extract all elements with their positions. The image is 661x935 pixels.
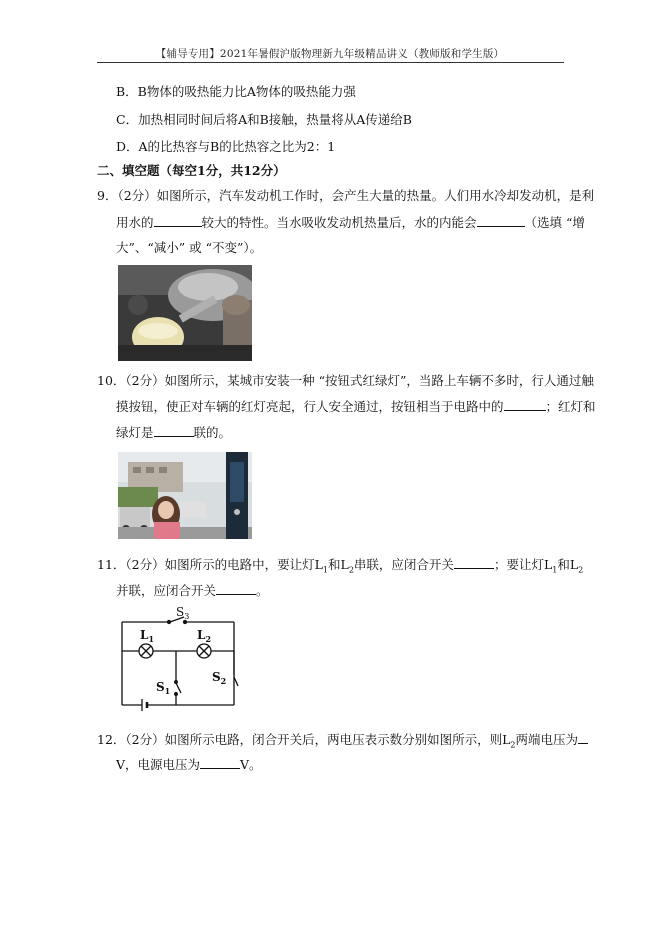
label-s1: $S_1$ xyxy=(156,680,171,696)
q12-text-b: 两端电压为 xyxy=(515,732,579,747)
q9-text-b: 较大的特性。当水吸收发动机热量后，水的内能会 xyxy=(201,215,477,230)
q10-text-d: 联的。 xyxy=(193,425,232,440)
q11-text-e: 和L xyxy=(557,557,579,572)
section-title: 二、填空题（每空1分，共12分） xyxy=(97,163,286,178)
header-divider xyxy=(97,62,564,63)
circuit-diagram xyxy=(112,605,244,717)
q11-sub-1: 1 xyxy=(322,565,329,575)
q11-sub-4: 2 xyxy=(578,565,584,575)
q9-line2 xyxy=(116,214,585,231)
q10-blank-1[interactable] xyxy=(504,398,546,411)
q10-line3 xyxy=(116,424,231,441)
q12-text-d: V。 xyxy=(240,757,262,772)
q12-blank-2[interactable] xyxy=(200,756,240,769)
q12-sub: 2 xyxy=(510,740,516,750)
q10-line1: 10．（2分）如图所示，某城市安装一种 “按钮式红绿灯”，当路上车辆不多时，行人通过触 xyxy=(97,373,594,388)
label-l2: $L_2$ xyxy=(197,628,212,644)
pedestrian-button-photo xyxy=(118,452,252,539)
q11-text-a: 11．（2分）如图所示的电路中，要让灯L xyxy=(97,557,323,572)
q10-text-c: 绿灯是 xyxy=(116,425,154,440)
q11-text-d: ；要让灯L xyxy=(493,557,553,572)
q9-text-a: 用水的 xyxy=(116,215,154,230)
q9-line1: 9．（2分）如图所示，汽车发动机工作时，会产生大量的热量。人们用水冷却发动机，是利 xyxy=(97,188,595,203)
page-header: 【辅导专用】2021年暑假沪版物理新九年级精品讲义（教师版和学生版） xyxy=(155,48,505,60)
q11-text-g: 。 xyxy=(256,583,269,598)
q11-line1 xyxy=(97,556,583,579)
q11-text-f: 并联，应闭合开关 xyxy=(116,583,217,598)
q12-line2 xyxy=(116,756,262,773)
q9-blank-2[interactable] xyxy=(477,214,525,227)
q12-blank-1[interactable] xyxy=(578,731,588,744)
option-c: C．加热相同时间后将A和B接触，热量将从A传递给B xyxy=(116,112,412,127)
q11-text-c: 串联，应闭合开关 xyxy=(353,557,454,572)
q11-sub-3: 1 xyxy=(552,565,558,575)
q10-text-b: ；红灯和 xyxy=(545,399,596,414)
q10-blank-2[interactable] xyxy=(154,424,194,437)
label-s3: $S_3$ xyxy=(176,605,190,621)
q9-line3: 大”、“减小” 或 “不变”）。 xyxy=(116,240,263,255)
q12-line1 xyxy=(97,731,588,754)
q11-blank-2[interactable] xyxy=(216,582,256,595)
q11-line2 xyxy=(116,582,269,599)
engine-coolant-photo xyxy=(118,265,252,361)
option-d: D．A的比热容与B的比热容之比为2：1 xyxy=(116,139,336,154)
q11-text-b: 和L xyxy=(328,557,349,572)
q10-line2 xyxy=(116,398,596,415)
q12-text-c: V，电源电压为 xyxy=(116,757,201,772)
q9-blank-1[interactable] xyxy=(154,214,202,227)
q12-text-a: 12．（2分）如图所示电路，闭合开关后，两电压表示数分别如图所示，则L xyxy=(97,732,511,747)
q10-text-a: 摸按钮，使正对车辆的红灯亮起，行人安全通过，按钮相当于电路中的 xyxy=(116,399,504,414)
q9-text-c: （选填 “增 xyxy=(524,215,585,230)
label-s2: $S_2$ xyxy=(212,670,227,686)
q11-sub-2: 2 xyxy=(348,565,354,575)
label-l1: $L_1$ xyxy=(140,628,155,644)
q11-blank-1[interactable] xyxy=(454,556,494,569)
option-b: B．B物体的吸热能力比A物体的吸热能力强 xyxy=(116,84,356,99)
